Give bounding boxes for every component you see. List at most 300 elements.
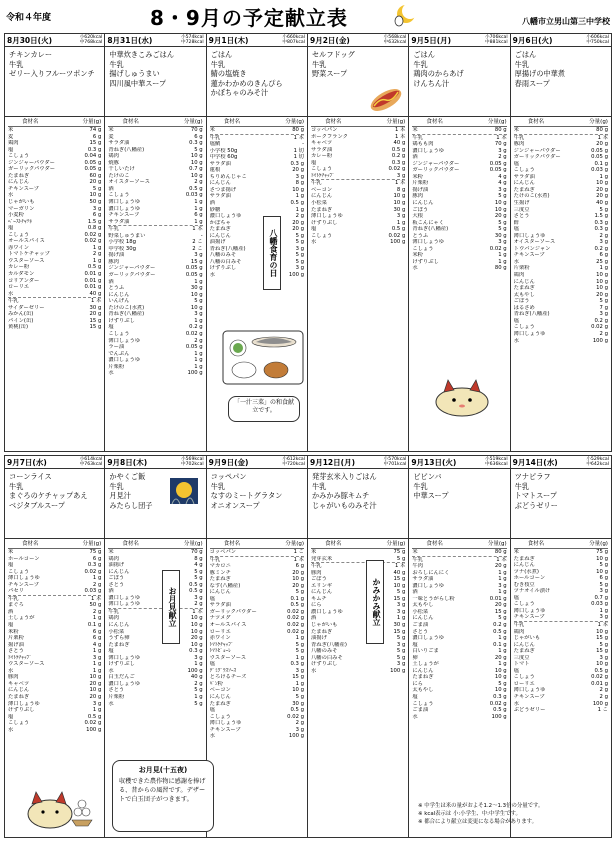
- ingredient-amount: 1 g: [194, 357, 203, 364]
- day-header: [511, 455, 611, 469]
- ingredient-name: にんじん: [108, 291, 130, 298]
- ingredient-list: [5, 541, 104, 733]
- kcal-values: [384, 35, 407, 45]
- ingredient-name: 青ねぎ(八幡産): [310, 641, 347, 648]
- ingredient-name: ローリエ: [513, 680, 535, 687]
- ingredient-name: コッペパン: [310, 127, 338, 133]
- kcal-value: 中881kcal: [485, 40, 508, 45]
- ingredient-name: 薄口しょうゆ: [513, 687, 546, 694]
- ingredient-amount: 15 g: [393, 576, 406, 583]
- ingredient-amount: 75 g: [89, 549, 102, 555]
- ingredient-name: ﾊﾟﾝ粉: [209, 680, 223, 687]
- ingredient-amount: 6 g: [92, 635, 102, 642]
- ingredient-amount: 1 g: [295, 654, 304, 661]
- ingredient-name: 塩: [513, 160, 519, 167]
- ingredient-row: [210, 134, 304, 142]
- kcal-value: 小614kcal: [79, 457, 103, 462]
- ingredient-amount: 1 本: [496, 556, 507, 563]
- ingredient-amount: 3 g: [599, 239, 608, 246]
- ingredient-amount: 100 g: [592, 700, 608, 707]
- day-date: 9月12日(月): [309, 457, 355, 467]
- menu-item: 牛乳: [413, 481, 428, 491]
- ingredient-name: ﾄﾏﾄｹﾁｬｯﾌﾟ: [310, 172, 335, 179]
- ingredient-name: ローリエ: [209, 628, 231, 635]
- ingredient-amount: 20 g: [89, 694, 102, 701]
- ingredient-name: 発芽玄米: [310, 555, 333, 562]
- ingredient-amount: 10 g: [89, 674, 102, 681]
- ingredient-name: 薄口しょうゆ: [8, 700, 40, 707]
- day-column: [207, 455, 308, 837]
- ingredient-name: ジンジャーパウダー: [8, 159, 55, 166]
- ingredient-amount: 100 g: [288, 733, 304, 740]
- ingredient-name: 酒: [108, 278, 114, 285]
- ingredient-header-cell: 食材名: [527, 541, 545, 547]
- ingredient-amount: 0.05 g: [489, 167, 507, 174]
- ingredient-header-cell: 分量(g): [386, 119, 406, 125]
- ingredient-name: 牛乳: [310, 180, 322, 187]
- ingredient-header: [108, 541, 202, 549]
- school-name: 八幡市立男山第三中学校: [522, 17, 610, 26]
- ingredient-amount: 1 本: [496, 134, 507, 141]
- ingredient-name: 干しいたけ: [108, 166, 135, 173]
- ingredient-amount: 10 g: [596, 555, 608, 562]
- ingredient-amount: 5 g: [194, 687, 203, 694]
- ingredient-amount: 1 g: [92, 257, 102, 264]
- ingredient-amount: 3 g: [599, 614, 608, 621]
- ingredient-amount: 0.02 g: [84, 231, 102, 238]
- ingredient-name: こしょう: [108, 192, 130, 199]
- ingredient-row: [210, 272, 304, 279]
- ingredient-name: はるさめ: [513, 304, 535, 311]
- ingredient-name: 塩: [8, 622, 14, 629]
- ingredient-amount: 70 g: [190, 549, 203, 555]
- ingredient-amount: 0.5 g: [493, 707, 507, 714]
- ingredient-name: むき枝豆: [513, 581, 535, 588]
- ingredient-name: 水: [310, 239, 317, 246]
- ingredient-name: 牛乳: [8, 595, 19, 602]
- ingredient-name: とうふ: [108, 285, 125, 292]
- ingredient-name: 油揚げ: [209, 239, 226, 246]
- ingredient-amount: 1 本: [597, 134, 608, 141]
- ingredient-name: 青ねぎ(八幡産): [513, 311, 550, 318]
- ingredient-name: 豚肉: [108, 258, 119, 265]
- menu-item: ごはん: [413, 50, 435, 59]
- ingredient-amount: 0.7 g: [189, 166, 203, 173]
- menu-items: [207, 469, 307, 539]
- ingredient-amount: 0.02 g: [287, 628, 304, 635]
- ingredient-name: チキンスープ: [8, 581, 40, 588]
- ingredient-name: 麦: [8, 133, 14, 140]
- ingredient-name: 太もやし: [412, 602, 434, 609]
- ingredient-name: 鶏もも肉: [412, 141, 434, 148]
- kcal-values: [586, 457, 609, 467]
- ingredient-name: けずりぶし: [209, 265, 237, 272]
- ingredient-amount: 20 g: [292, 219, 304, 226]
- ingredient-name: 薄口しょうゆ: [412, 239, 445, 246]
- ingredient-amount: 0.02 g: [388, 166, 406, 173]
- ingredient-amount: 1 本: [90, 595, 102, 602]
- ingredient-name: トマト: [513, 661, 530, 668]
- ingredient-amount: 5 g: [194, 146, 203, 153]
- day-header: [5, 33, 104, 47]
- ingredient-amount: 0.05 g: [185, 344, 203, 351]
- ingredient-header: [8, 541, 101, 549]
- day-column: [105, 33, 206, 451]
- ingredient-amount: 1 切: [293, 154, 304, 161]
- ingredient-amount: 20 g: [494, 654, 507, 661]
- ingredient-amount: 0.5 g: [290, 602, 304, 609]
- ingredient-name: 牛乳: [209, 556, 221, 563]
- menu-item: 牛乳: [9, 481, 24, 491]
- menu-items: [5, 47, 104, 117]
- ingredient-amount: 10 g: [494, 687, 507, 694]
- ingredient-name: エリンギ: [310, 582, 333, 589]
- ingredient-name: 薄口しょうゆ: [108, 601, 141, 608]
- ingredient-amount: 2 g: [92, 581, 102, 588]
- ingredient-name: にんじん: [513, 562, 535, 569]
- ingredient-amount: 25 g: [596, 258, 608, 265]
- ingredient-header-cell: 分量(g): [285, 541, 304, 547]
- ingredient-amount: 5 g: [396, 635, 406, 642]
- ingredient-amount: 6 g: [194, 212, 203, 219]
- ingredient-name: ごぼう: [108, 575, 125, 582]
- ingredient-amount: 0.03 g: [591, 167, 608, 174]
- ingredient-amount: 75 g: [393, 549, 406, 555]
- ingredient-amount: -: [302, 141, 304, 148]
- ingredient-header-cell: 分量(g): [487, 119, 507, 125]
- ingredient-amount: 10 g: [494, 674, 507, 681]
- ingredient-name: ごま油: [412, 622, 429, 629]
- ingredient-amount: 30 g: [89, 304, 102, 311]
- menu-item: 牛乳: [514, 481, 530, 491]
- ingredient-amount: 5 g: [498, 219, 507, 226]
- ingredient-amount: 3 g: [599, 311, 608, 318]
- ingredient-name: 赤ワイン: [209, 635, 231, 642]
- ingredient-amount: 20 g: [89, 311, 102, 318]
- menu-item: コーンライス: [9, 472, 52, 481]
- ingredient-amount: 3 g: [194, 311, 203, 318]
- ingredient-name: みかん(缶): [8, 311, 34, 318]
- footnote: ※ kcal表示は 小:小学生、中:中学生です。: [418, 811, 521, 817]
- ingredient-list: [308, 541, 408, 674]
- ingredient-amount: 0.01 g: [84, 284, 102, 291]
- ingredient-amount: 0.04 g: [84, 153, 102, 160]
- ingredient-name: ローリエ: [8, 284, 30, 291]
- ingredient-amount: 40 g: [190, 674, 203, 681]
- ingredient-name: さとう: [108, 581, 125, 588]
- ingredient-name: 豚肉: [310, 569, 322, 576]
- ingredient-amount: 0.5 g: [189, 581, 203, 588]
- ingredient-amount: 20 g: [89, 680, 102, 687]
- ingredient-name: 鶏肉: [513, 272, 525, 279]
- day-column: [511, 455, 612, 837]
- ingredient-name: 片栗粉: [108, 363, 125, 370]
- ingredient-amount: 30 g: [393, 206, 406, 213]
- ingredient-name: 水: [108, 700, 114, 707]
- ingredient-header-cell: 分量(g): [386, 541, 406, 547]
- ingredient-name: 薄口しょうゆ: [513, 330, 546, 337]
- ingredient-name: さつま揚げ: [209, 186, 237, 193]
- ingredient-name: けずりぶし: [8, 707, 35, 714]
- ingredient-amount: 0.5 g: [594, 667, 608, 674]
- ingredient-amount: 6 g: [295, 563, 304, 570]
- ingredient-name: 水: [8, 667, 14, 674]
- ingredient-amount: 1 g: [498, 589, 507, 596]
- day-column: [308, 455, 409, 837]
- ingredient-amount: 0.02 g: [84, 720, 102, 727]
- menu-item: トマトスープ: [514, 491, 557, 501]
- ingredient-header-cell: 分量(g): [82, 541, 102, 547]
- ingredient-amount: 10 g: [596, 628, 608, 635]
- ingredient-name: パイン(缶): [8, 317, 34, 324]
- ingredient-name: 小学校 18g: [108, 239, 137, 246]
- ingredient-name: たまねぎ: [513, 555, 535, 562]
- ingredient-name: 酒: [108, 185, 114, 192]
- ingredient-row: [412, 714, 506, 721]
- ingredient-amount: 0.5 g: [290, 200, 304, 207]
- ingredient-header: [210, 541, 304, 549]
- ingredient-header-cell: 食材名: [22, 541, 39, 547]
- kcal-value: 中701kcal: [383, 462, 407, 467]
- ingredient-amount: 0.2 g: [391, 153, 406, 160]
- ingredient-name: 土しょうが: [8, 615, 35, 622]
- ingredient-name: けずりぶし: [108, 317, 135, 324]
- ingredient-amount: 20 g: [190, 635, 203, 642]
- ingredient-row: [412, 556, 506, 564]
- ingredient-name: 水: [8, 726, 14, 733]
- ingredient-name: 米粉: [412, 173, 423, 180]
- ingredient-amount: 80 g: [596, 127, 608, 133]
- ingredient-name: ぶどうゼリー: [513, 707, 546, 714]
- ingredient-amount: 0.03 g: [185, 192, 203, 199]
- ingredient-header-cell: 食材名: [223, 119, 241, 125]
- ingredient-amount: 0.7 g: [594, 594, 608, 601]
- ingredient-name: 卵: [412, 654, 418, 661]
- ingredient-header: [210, 119, 304, 127]
- menu-items: [409, 469, 509, 539]
- ingredient-amount: 10 g: [494, 667, 507, 674]
- ingredient-amount: 1 g: [194, 205, 203, 212]
- mascot-icon: [432, 376, 492, 418]
- ingredient-amount: 2 g: [92, 251, 102, 258]
- ingredient-name: 水: [412, 713, 418, 720]
- ingredient-name: さとう: [513, 213, 530, 220]
- ingredient-header-cell: 分量(g): [183, 119, 203, 125]
- ingredient-header-cell: 分量(g): [589, 119, 608, 125]
- ingredient-name: 青ねぎ(八幡産): [412, 226, 449, 233]
- day-column: [511, 33, 612, 451]
- ingredient-name: にんじん: [8, 687, 30, 694]
- ingredient-name: ﾄﾏﾄﾋﾟｭｰﾚ: [209, 648, 231, 655]
- ingredient-row: [8, 595, 101, 603]
- menu-item: 鯖の塩焼き: [210, 69, 247, 79]
- ingredient-name: 濃口しょうゆ: [108, 357, 141, 364]
- ingredient-name: ツナオイル漬け: [513, 588, 551, 595]
- ingredient-name: ジンジャーパウダー: [108, 265, 156, 272]
- ingredient-amount: 10 g: [190, 159, 203, 166]
- ingredient-name: ツナ(水煮): [513, 568, 539, 575]
- ingredient-name: たまねぎ: [209, 700, 231, 707]
- ingredient-amount: 5 g: [599, 641, 608, 648]
- ingredient-name: にんじん: [412, 667, 434, 674]
- ingredient-amount: 70 g: [494, 141, 507, 148]
- ingredient-header: [412, 119, 506, 127]
- ingredient-name: カルダモン: [8, 271, 35, 278]
- ingredient-amount: 0.3 g: [391, 159, 406, 166]
- ingredient-row: [514, 134, 608, 142]
- ingredient-amount: 100 g: [390, 667, 406, 674]
- ingredient-name: けずりぶし: [108, 661, 135, 668]
- page-title: 8・9月の予定献立表: [150, 6, 348, 30]
- ingredient-row: [311, 668, 405, 675]
- menu-items: [511, 47, 611, 117]
- ingredient-amount: 0.3 g: [290, 160, 304, 167]
- ingredient-name: 薄口しょうゆ: [108, 199, 141, 206]
- ingredient-amount: 1 本: [597, 622, 608, 629]
- ingredient-name: ホールコーン: [513, 575, 546, 582]
- ingredient-name: 水: [412, 265, 418, 272]
- tsukimi-icon: [170, 478, 198, 504]
- ingredient-name: ﾃﾞﾐｸﾞﾗｽｿｰｽ: [209, 667, 237, 674]
- ingredient-name: 小麦粉: [8, 212, 24, 219]
- ingredient-name: ベーコン: [209, 687, 231, 694]
- ingredient-name: キャベツ: [310, 140, 333, 147]
- ingredient-name: 太もやし: [513, 291, 535, 298]
- ingredient-row: [108, 225, 202, 233]
- ingredient-amount: 40 g: [393, 569, 406, 576]
- ingredient-name: 米: [209, 127, 215, 133]
- ingredient-name: とろけるチーズ: [209, 674, 247, 681]
- ingredient-name: にんじん: [310, 589, 333, 596]
- ingredient-name: 油揚げ: [108, 562, 125, 569]
- ingredient-name: 生揚げ: [513, 200, 530, 207]
- ingredient-name: 濃口しょうゆ: [412, 582, 445, 589]
- menu-item: なすのミートグラタン: [210, 491, 283, 501]
- menu-item: 発芽玄米入りごはん: [311, 472, 377, 481]
- ingredient-header-cell: 分量(g): [183, 541, 203, 547]
- kcal-value: 小570kcal: [383, 457, 407, 462]
- ingredient-amount: 50 g: [89, 199, 102, 206]
- ingredient-name: 八幡のみそ: [209, 252, 237, 259]
- ingredient-name: 小松菜: [310, 200, 327, 207]
- ingredient-name: ﾄﾏﾄｹﾁｬｯﾌﾟ: [8, 654, 32, 661]
- ingredient-name: 塩: [412, 641, 418, 648]
- ingredient-amount: 0.03 g: [591, 601, 608, 608]
- ingredient-name: 牛乳: [108, 608, 119, 615]
- ingredient-name: 片栗粉: [108, 694, 125, 701]
- ingredient-amount: 0.02 g: [287, 713, 304, 720]
- ingredient-name: 蓮根: [209, 167, 221, 174]
- ingredient-amount: 2 g: [194, 680, 203, 687]
- ingredient-name: チキンスープ: [513, 252, 545, 259]
- ingredient-amount: 1 g: [295, 206, 304, 213]
- ingredient-header-cell: 食材名: [223, 541, 241, 547]
- ingredient-list: [511, 541, 611, 714]
- kcal-value: 小612kcal: [282, 457, 305, 462]
- ingredient-name: 白いりごま: [412, 648, 439, 655]
- kcal-values: [282, 457, 305, 467]
- day-date: 9月2日(金): [309, 35, 350, 45]
- ingredient-amount: 20 g: [596, 291, 608, 298]
- ingredient-name: にんじん: [8, 179, 30, 186]
- ingredient-name: チキンスープ: [209, 726, 241, 733]
- ingredient-amount: 5 g: [295, 232, 304, 239]
- ingredient-header: [514, 541, 608, 549]
- ingredient-amount: 30 g: [393, 622, 406, 629]
- ingredient-name: 砂糖: [209, 206, 221, 213]
- ichijuu-caption: [228, 396, 300, 422]
- ingredient-amount: 0.01 g: [489, 595, 507, 602]
- ingredient-name: チキンスープ: [108, 212, 140, 219]
- ingredient-amount: 15 g: [89, 317, 102, 324]
- ingredient-amount: 6 g: [92, 628, 102, 635]
- ingredient-amount: 1 こ: [293, 549, 304, 555]
- ingredient-amount: 100 g: [187, 370, 203, 377]
- menu-item: チキンカレー: [9, 50, 53, 59]
- ingredient-amount: 2 g: [92, 608, 102, 615]
- ingredient-amount: 0.5 g: [391, 146, 406, 153]
- menu-item: かやくご飯: [109, 472, 146, 481]
- ingredient-name: マカロニ: [209, 563, 231, 570]
- ingredient-amount: 0.02 g: [84, 568, 102, 575]
- ingredient-amount: 0.3 g: [189, 648, 203, 655]
- ingredient-amount: 0.5 g: [87, 713, 102, 720]
- menu-items: [207, 47, 307, 117]
- ingredient-name: 塩: [513, 594, 519, 601]
- ingredient-name: 鶏肉: [8, 140, 19, 147]
- kcal-value: 中763kcal: [79, 462, 103, 467]
- ingredient-list: [308, 119, 408, 246]
- ingredient-amount: 5 g: [498, 615, 507, 622]
- ingredient-amount: 0.2 g: [493, 622, 507, 629]
- menu-item: じゃがいものみそ汁: [311, 500, 377, 510]
- ingredient-row: [311, 179, 405, 187]
- teishoku-icon: [222, 330, 304, 385]
- ingredient-amount: 100 g: [390, 239, 406, 246]
- ingredient-header: [108, 119, 202, 127]
- day-date: 9月1日(木): [208, 35, 249, 45]
- menu-item: 牛乳: [9, 59, 24, 69]
- ingredient-name: にら: [412, 680, 423, 687]
- menu-item: ごはん: [210, 50, 233, 59]
- ingredient-amount: 15 g: [494, 608, 507, 615]
- ingredient-amount: 3 g: [295, 726, 304, 733]
- ingredient-amount: 6 g: [194, 133, 203, 140]
- ingredient-list: [207, 541, 307, 740]
- ingredient-name: ポークフランク: [310, 133, 348, 140]
- menu-items: [511, 469, 611, 539]
- ingredient-name: 鶏肉: [108, 153, 119, 160]
- ingredient-name: サイダーゼリー: [8, 304, 45, 311]
- ingredient-row: [210, 733, 304, 740]
- ingredient-name: ガーリックパウダー: [412, 167, 460, 174]
- ingredient-amount: 2 こ: [192, 239, 203, 246]
- ingredient-amount: 1 g: [498, 569, 507, 576]
- ingredient-amount: 6 g: [599, 252, 608, 259]
- ingredient-amount: 2 g: [295, 213, 304, 220]
- ingredient-name: ベーコン: [310, 186, 333, 193]
- ingredient-name: 塩: [108, 648, 114, 655]
- ingredient-name: 牛乳: [412, 556, 423, 563]
- ingredient-name: たまねぎ: [412, 674, 434, 681]
- ingredient-amount: 6 g: [92, 133, 102, 140]
- ingredient-amount: 1 g: [92, 575, 102, 582]
- tsukimi-banner: お月見献立: [162, 570, 180, 644]
- ingredient-name: サラダ油: [108, 218, 130, 225]
- ingredient-header-cell: 食材名: [122, 119, 139, 125]
- ingredient-amount: 0.05 g: [84, 159, 102, 166]
- ingredient-name: にんじん: [209, 232, 231, 239]
